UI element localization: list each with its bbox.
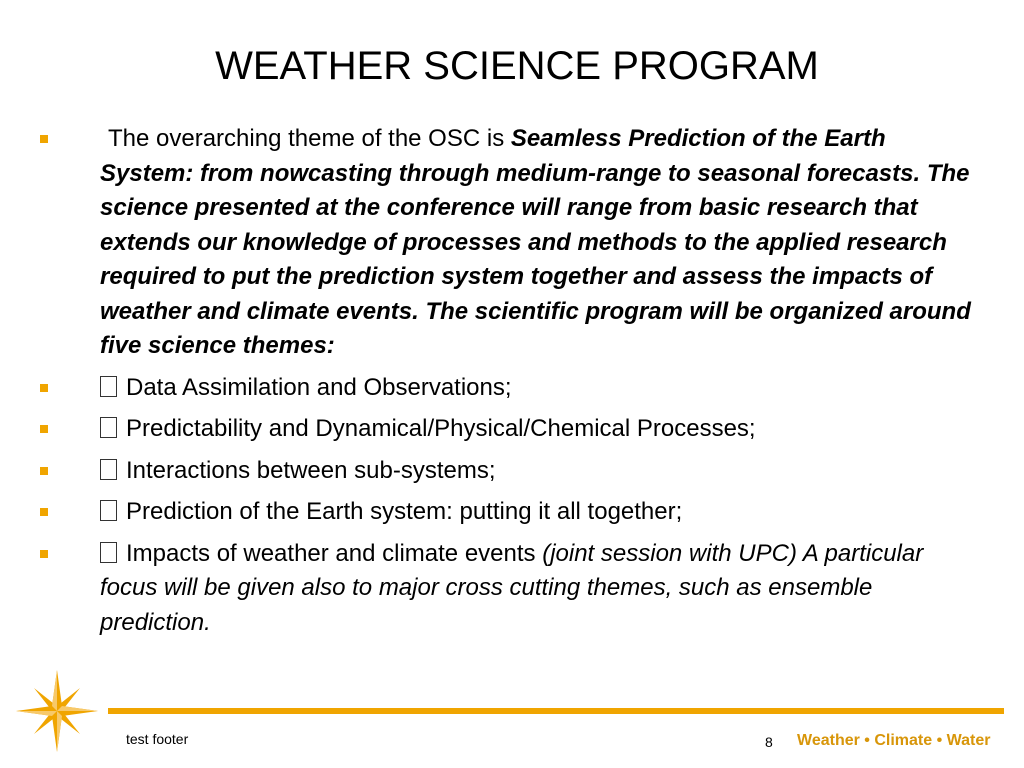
intro-emphasis-text: Seamless Prediction of the Earth System: from nowcasting through medium-range to seasonal forecasts. The science presented at the conference will range from basic research that extends our knowledge of processes and methods to the applied research required to put the prediction system together and assess the impacts of weather and climate events. The scientific program will be organized around five science themes: [100, 125, 971, 359]
square-bullet-icon [40, 135, 48, 143]
box-glyph-icon [100, 459, 117, 480]
footer-text: test footer [126, 731, 189, 747]
theme-label: Impacts of weather and climate events [126, 539, 543, 567]
theme-label: Data Assimilation and Observations; [126, 373, 512, 401]
box-glyph-icon [100, 542, 117, 563]
theme-label: Predictability and Dynamical/Physical/Chemical Processes; [126, 415, 756, 442]
box-glyph-icon [100, 376, 117, 397]
bullet-theme-1 [40, 371, 980, 406]
wmo-star-logo-icon [14, 668, 100, 754]
square-bullet-icon [40, 467, 48, 475]
box-glyph-icon [100, 417, 117, 438]
bullet-intro [40, 122, 980, 364]
intro-lead-text: The overarching theme of the OSC is [108, 125, 511, 152]
square-bullet-icon [40, 425, 48, 433]
brand-tagline: Weather • Climate • Water [797, 732, 991, 749]
theme-label: Interactions between sub-systems; [126, 456, 496, 484]
bullet-list [40, 122, 980, 647]
square-bullet-icon [40, 384, 48, 392]
bullet-theme-5 [40, 537, 980, 641]
box-glyph-icon [100, 500, 117, 521]
square-bullet-icon [40, 550, 48, 558]
page-number: 8 [765, 734, 773, 750]
bullet-theme-4 [40, 495, 980, 530]
square-bullet-icon [40, 508, 48, 516]
theme-label: Prediction of the Earth system: putting it all together; [126, 498, 683, 525]
bullet-theme-3 [40, 454, 980, 489]
bullet-theme-2 [40, 412, 980, 447]
theme-note: (joint session with UPC) A particular focus will be given also to major cross cutting themes, such as ensemble prediction. [100, 539, 924, 636]
slide-title: WEATHER SCIENCE PROGRAM [215, 44, 819, 88]
footer-divider [108, 708, 1004, 714]
